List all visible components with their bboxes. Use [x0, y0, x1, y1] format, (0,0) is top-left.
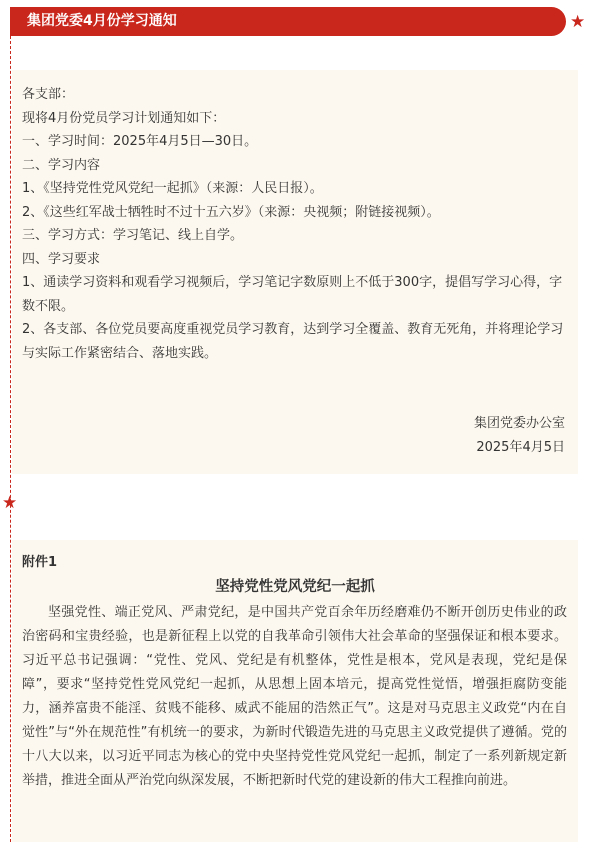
- signature: 集团党委办公室: [473, 416, 565, 431]
- banner-title: 集团党委4月份学习通知: [27, 13, 177, 29]
- attachment-card: [12, 540, 578, 842]
- notice-line: 四、学习要求: [22, 251, 101, 267]
- notice-line: 二、学习内容: [22, 157, 101, 173]
- timeline-divider: [10, 36, 11, 842]
- notice-line: 一、学习时间：2025年4月5日—30日。: [22, 134, 258, 149]
- star-icon: ★: [570, 12, 586, 32]
- requirement-1: 1、通读学习资料和观看学习视频后，学习笔记字数原则上不低于300字，提倡写学习心得，字数不限。: [22, 275, 563, 314]
- requirement-2: 2、各支部、各位党员要高度重视党员学习教育，达到学习全覆盖、教育无死角，并将理论学习与实际工作紧密结合、落地实践。: [22, 322, 564, 361]
- notice-card: [12, 70, 578, 474]
- notice-date: 2025年4月5日: [476, 440, 565, 455]
- notice-line: 各支部：: [22, 87, 75, 102]
- attachment-title: 坚持党性党风党纪一起抓: [215, 579, 375, 595]
- header-banner: [10, 7, 566, 36]
- notice-line: 现将4月份党员学习计划通知如下：: [22, 110, 226, 126]
- notice-line: 三、学习方式：学习笔记、线上自学。: [22, 228, 244, 243]
- attachment-label: 附件1: [22, 555, 58, 570]
- star-icon: ★: [2, 493, 18, 513]
- notice-line: 2、《这些红军战士牺牲时不过十五六岁》（来源：央视频；附链接视频）。: [22, 204, 440, 220]
- notice-line: 1、《坚持党性党风党纪一起抓》（来源：人民日报）。: [22, 181, 323, 196]
- notice-content: [22, 83, 567, 365]
- attachment-body: 坚强党性、端正党风、严肃党纪，是中国共产党百余年历经磨难仍不断开创历史伟业的政治密码和宝贵经验，也是新征程上以党的自我革命引领伟大社会革命的坚强保证和根本要求。习近平总书记强调：“党性、党风、党纪是有机整体，党性是根本，党风是表现，党纪是保障”，要求“坚持党性党风党纪一起抓，从思想上固本培元，提高党性觉悟，增强拒腐防变能力，涵养富贵不能淫、贫贱不能移、威武不能屈的浩然正气”。这是对马克思主义政党“内在自觉性”与“外在规范性”有机统一的要求，为新时代锻造先进的马克思主义政党提供了遵循。党的十八大以来，以习近平同志为核心的党中央坚持党性党风党纪一起抓，制定了一系列新规定新举措，推进全面从严治党向纵深发展，不断把新时代党的建设新的伟大工程推向前进。: [22, 605, 567, 788]
